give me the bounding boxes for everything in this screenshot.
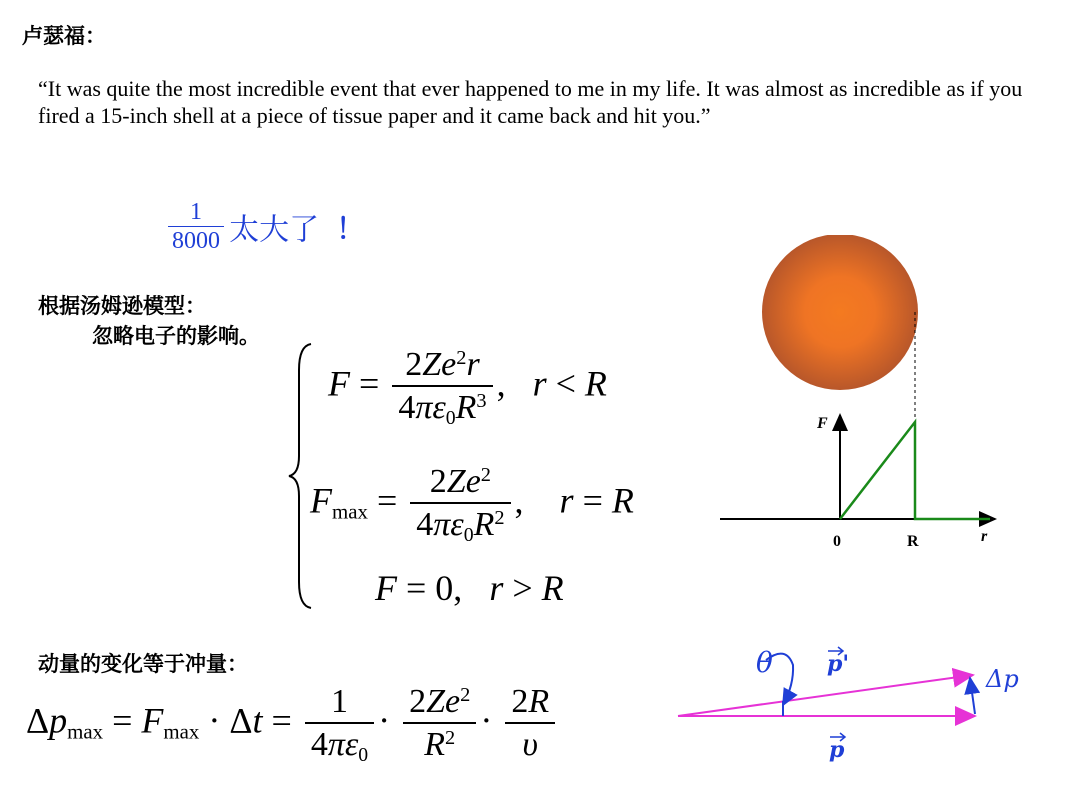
formula-inside: F = $\frac{2Ze^2r}{4\pi\varepsilon_0R^3}$ , r < R [328, 346, 607, 429]
label-p-prime: p' [827, 651, 850, 677]
vector-delta-p [970, 678, 975, 714]
ratio-numerator: 1 [190, 199, 202, 225]
y-axis-label: F [817, 415, 828, 432]
ratio-text: 太大了 [229, 212, 320, 248]
tick-zero: 0 [833, 533, 841, 550]
force-curve [840, 422, 990, 519]
x-axis-label: r [981, 528, 988, 545]
ratio-denominator: 8000 [172, 228, 220, 254]
label-theta: θ [756, 646, 773, 679]
formula-max: $F_{max}$ = $\frac{2Ze^2}{4\pi\varepsilon_0R^2}$ , r = R [310, 463, 634, 546]
label-p: p [829, 737, 845, 763]
rutherford-quote: “It was quite the most incredible event that ever happened to me in my life. It was almost as incredible as if you fired a 15-inch shell at a piece of tissue paper and it came back and hit you.” [38, 76, 1023, 128]
ratio-exclaim: ！ [336, 211, 365, 245]
heading-momentum-impulse: 动量的变化等于冲量： [38, 652, 248, 676]
heading-rutherford: 卢瑟福： [22, 24, 106, 48]
force-graph [700, 235, 1020, 555]
heading-ignore-electrons: 忽略电子的影响。 [92, 324, 260, 348]
tick-R: R [907, 533, 919, 550]
atom-sphere [762, 235, 918, 390]
vector-diagram [670, 635, 1050, 775]
ratio-fraction [168, 198, 224, 255]
ratio-expression [168, 198, 364, 255]
formula-outside: F = 0, r > R [375, 568, 564, 608]
heading-thomson-model: 根据汤姆逊模型： [38, 294, 206, 318]
label-delta-p: Δp [986, 665, 1019, 693]
vector-p-prime [678, 675, 973, 716]
formula-delta-p: $\Delta p_{max} = F_{max} \cdot \Delta t$ = $\frac{1}{4\pi\varepsilon_0}$ · $\frac{2Ze^2}{R^2}$ · $\frac{2R}{\upsilon}$ [26, 682, 559, 766]
